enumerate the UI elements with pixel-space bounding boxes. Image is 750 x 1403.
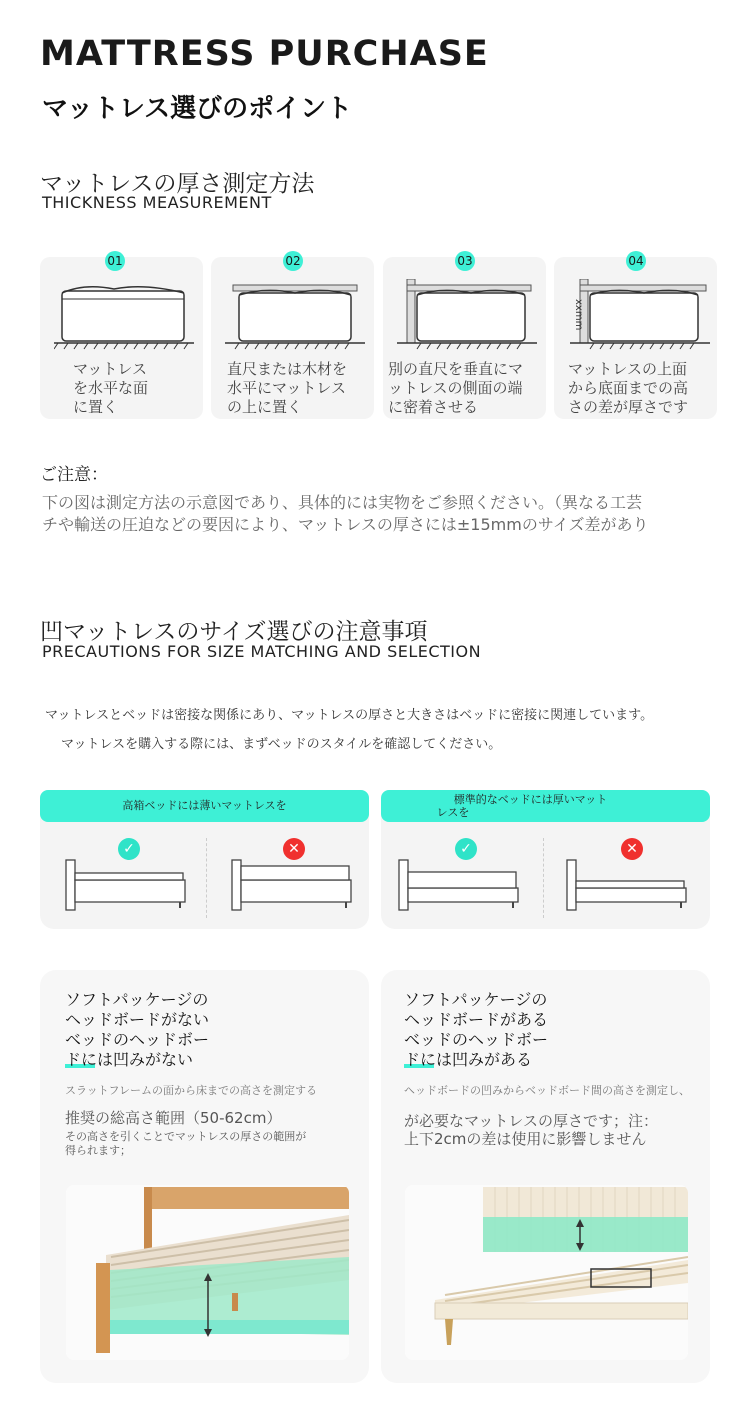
headboard-card-range: 推奨の総高さ範囲（50-62cm）: [65, 1109, 282, 1127]
mattress-ruler-icon: [225, 279, 365, 351]
precautions-title-en: PRECAUTIONS FOR SIZE MATCHING AND SELECTION: [42, 642, 482, 661]
headboard-card-recess: [381, 970, 710, 1383]
step-text: 直尺または木材を 水平にマットレス の上に置く: [227, 360, 348, 416]
bed-card-standard: [381, 790, 710, 929]
headboard-card-title: ソフトパッケージの ヘッドボードがない ベッドのヘッドボー ドには凹みがない: [65, 990, 210, 1069]
headboard-card-note: が必要なマットレスの厚さです；注： 上下2cmの差は使用に影響しません: [404, 1112, 658, 1148]
step-text: 別の直尺を垂直にマ ットレスの側面の端 に密着させる: [388, 360, 524, 416]
ruler-label: xxmm: [573, 299, 584, 331]
high-box-bed-thick-mattress: [228, 858, 354, 912]
headboard-card-note: その高さを引くことでマットレスの厚さの範囲が 得られます；: [65, 1130, 307, 1157]
measurement-title-en: THICKNESS MEASUREMENT: [42, 193, 272, 212]
wooden-bed-photo: [66, 1185, 349, 1360]
bed-card-pill: 高箱ベッドには薄いマットレスを: [40, 790, 369, 822]
high-box-bed-thin-mattress: [62, 858, 188, 912]
page-title-jp: マットレス選びのポイント: [42, 94, 353, 124]
upholstered-bed-illustration: [405, 1185, 688, 1360]
step-badge: 03: [455, 251, 475, 271]
headboard-card-small: ヘッドボードの凹みからベッドボード間の高さを測定し、: [404, 1084, 690, 1097]
precautions-para-2: マットレスを購入する際には、まずベッドのスタイルを確認してください。: [61, 737, 502, 752]
headboard-card-title: ソフトパッケージの ヘッドボードがある ベッドのヘッドボー ドには凹みがある: [404, 990, 549, 1069]
headboard-card-small: スラットフレームの面から床までの高さを測定する: [65, 1084, 318, 1097]
mattress-thickness-icon: [564, 279, 710, 351]
step-text: マットレスの上面 から底面までの高 さの差が厚さです: [568, 360, 689, 416]
divider: [206, 838, 207, 918]
standard-bed-thin-mattress: [563, 858, 689, 912]
measurement-title-jp: マットレスの厚さ測定方法: [40, 171, 315, 197]
step-badge: 04: [626, 251, 646, 271]
standard-bed-thick-mattress: [395, 858, 521, 912]
cross-icon: ✕: [621, 838, 643, 860]
step-card-3: [383, 254, 546, 419]
notice-title: ご注意：: [40, 465, 108, 485]
mattress-vertical-ruler-icon: [397, 279, 537, 351]
divider: [543, 838, 544, 918]
notice-line-1: 下の図は測定方法の示意図であり、具体的には実物をご参照ください。（異なる工芸: [42, 493, 643, 512]
bed-card-pill: 標準的なベッドには厚いマット レスを: [381, 790, 710, 822]
step-card-1: [40, 254, 203, 419]
cross-icon: ✕: [283, 838, 305, 860]
upholstered-bed-photo: [405, 1185, 688, 1360]
check-icon: ✓: [118, 838, 140, 860]
check-icon: ✓: [455, 838, 477, 860]
notice-line-2: チや輸送の圧迫などの要因により、マットレスの厚さには±15mmのサイズ差があり: [42, 515, 649, 534]
page-title-en: MATTRESS PURCHASE: [40, 34, 489, 74]
wooden-bed-illustration: [66, 1185, 349, 1360]
step-text: マットレス を水平な面 に置く: [73, 360, 149, 416]
step-badge: 02: [283, 251, 303, 271]
precautions-para-1: マットレスとベッドは密接な関係にあり、マットレスの厚さと大きさはベッドに密接に関連しています。: [45, 708, 654, 723]
step-card-2: [211, 254, 374, 419]
precautions-title-jp: 凹マットレスのサイズ選びの注意事項: [40, 619, 428, 645]
mattress-icon: [54, 279, 194, 351]
step-badge: 01: [105, 251, 125, 271]
step-card-4: [554, 254, 717, 419]
headboard-card-no-recess: [40, 970, 369, 1383]
